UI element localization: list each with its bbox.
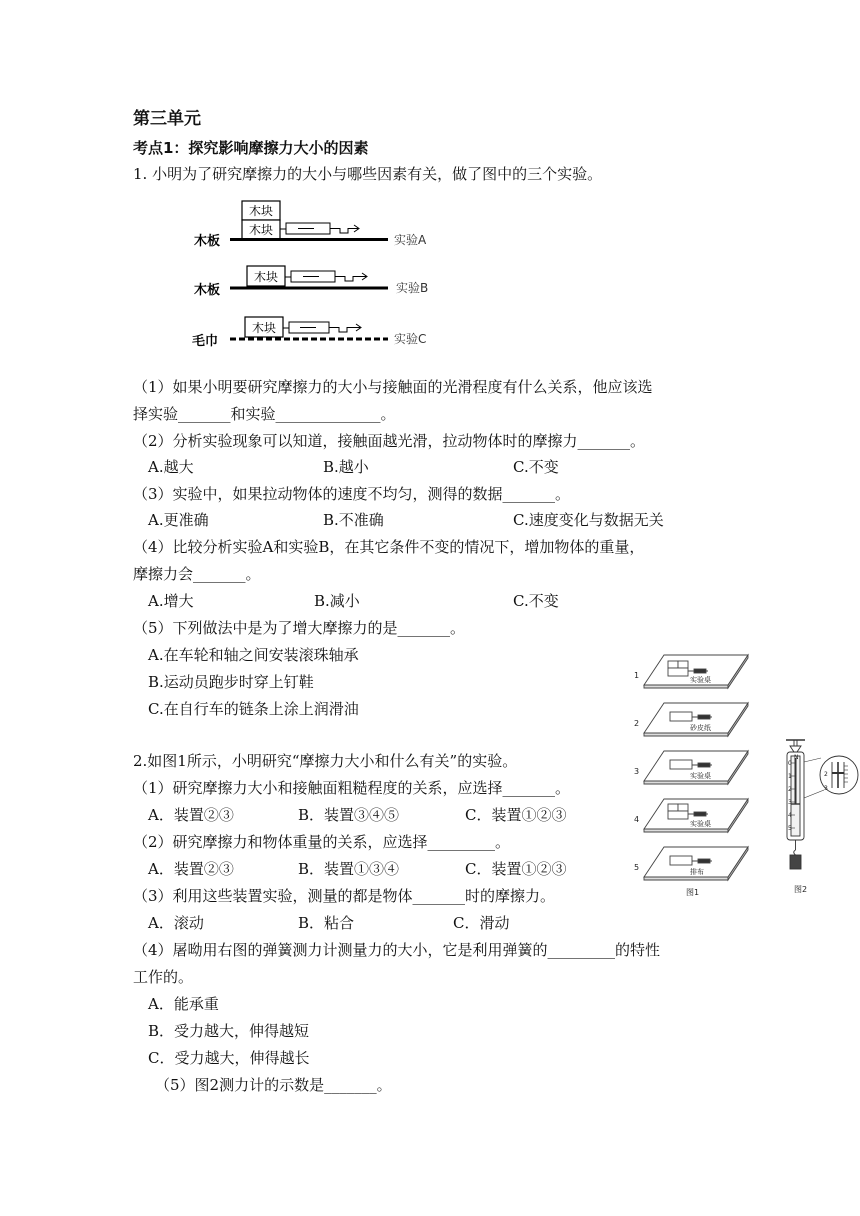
q2-part2-option-a: A．装置②③ [148,860,234,878]
zoom-mark: 2 [824,771,828,778]
zoom-mark: 3 [824,785,828,792]
setup-number: 4 [634,815,640,824]
scale-mark: 2 [788,786,792,793]
block-label: 木块 [251,321,277,335]
scale-unit: N [794,754,799,761]
setup-number: 5 [634,863,640,872]
scale-mark: 5 [788,825,792,832]
towel-label: 毛巾 [192,334,219,349]
q1-part5: （5）下列做法中是为了增大摩擦力的是_______。 [133,619,466,637]
experiment-c [192,317,426,349]
q2-part2-option-b: B．装置①③④ [298,860,400,878]
q2-part4-line1: （4）屠呦用右图的弹簧测力计测量力的大小，它是利用弹簧的_________的特性 [133,941,661,959]
q2-part4-line2: 工作的。 [133,968,194,986]
q1-part4-option-c: C.不变 [513,592,559,610]
q2-part1: （1）研究摩擦力大小和接触面粗糙程度的关系，应选择_______。 [133,779,571,797]
q1-part3: （3）实验中，如果拉动物体的速度不均匀，测得的数据_______。 [133,485,571,503]
q2-part5: （5）图2测力计的示数是_______。 [155,1076,392,1094]
scale-mark: 0 [788,760,792,767]
q1-part2-option-b: B.越小 [323,458,369,476]
q2-part4-option-b: B．受力越大，伸得越短 [148,1022,310,1040]
figure-2-caption: 图2 [794,885,808,894]
board-label: 木板 [194,234,221,249]
q2-part1-option-b: B．装置③④⑤ [298,806,400,824]
experiment-b-label: 实验B [396,281,429,295]
topic-heading: 考点1：探究影响摩擦力大小的因素 [133,139,369,157]
experiment-a [194,201,427,249]
q1-part5-option-b: B.运动员跑步时穿上钉鞋 [148,673,314,691]
q1-part2-option-a: A.越大 [148,458,194,476]
surface-label: 砂皮纸 [690,724,711,732]
surface-label: 实验桌 [690,772,711,780]
block-label: 木块 [253,270,279,284]
scale-mark: 3 [788,799,792,806]
q1-part2: （2）分析实验现象可以知道，接触面越光滑，拉动物体时的摩擦力_______。 [133,432,646,450]
q1-stem: 1. 小明为了研究摩擦力的大小与哪些因素有关，做了图中的三个实验。 [133,165,603,183]
q2-part1-option-c: C．装置①②③ [465,806,567,824]
figure-2-spring-scale [770,738,860,898]
q1-part5-option-c: C.在自行车的链条上涂上润滑油 [148,700,359,718]
q1-part4-option-b: B.减小 [314,592,360,610]
block-label: 木块 [248,204,274,218]
q1-part3-option-c: C.速度变化与数据无关 [513,511,664,529]
q2-part3: （3）利用这些装置实验，测量的都是物体_______时的摩擦力。 [133,887,556,905]
experiment-b [194,266,428,298]
q2-part3-option-b: B．粘合 [298,914,355,932]
q1-part4-line1: （4）比较分析实验A和实验B，在其它条件不变的情况下，增加物体的重量， [133,538,645,556]
experiment-a-label: 实验A [394,233,427,247]
q1-part4-option-a: A.增大 [148,592,194,610]
q2-part4-option-c: C．受力越大，伸得越长 [148,1049,310,1067]
q1-part4-line2: 摩擦力会_______。 [133,565,261,583]
q1-part2-option-c: C.不变 [513,458,559,476]
q1-experiment-figure [190,193,450,353]
scale-mark: 4 [788,812,792,819]
scale-mark: 1 [788,773,792,780]
q1-part3-option-b: B.不准确 [323,511,384,529]
q1-part1-line1: （1）如果小明要研究摩擦力的大小与接触面的光滑程度有什么关系，他应该选 [133,378,653,396]
q1-part1-line2: 择实验_______和实验______________。 [133,405,396,423]
board-label: 木板 [194,283,221,298]
q2-stem: 2.如图1所示，小明研究“摩擦力大小和什么有关”的实验。 [133,752,518,770]
block-label: 木块 [248,223,274,237]
q2-part4-option-a: A．能承重 [148,995,219,1013]
q2-part2: （2）研究摩擦力和物体重量的关系，应选择_________。 [133,833,511,851]
q2-part3-option-c: C．滑动 [453,914,510,932]
q1-part5-option-a: A.在车轮和轴之间安装滚珠轴承 [148,646,359,664]
q1-part3-option-a: A.更准确 [148,511,209,529]
surface-label: 排布 [690,868,704,876]
setup-number: 1 [634,671,640,680]
setup-number: 2 [634,719,640,728]
unit-title: 第三单元 [133,109,201,129]
surface-label: 实验桌 [690,820,711,828]
q2-part1-option-a: A．装置②③ [148,806,234,824]
surface-label: 实验桌 [690,676,711,684]
q2-part3-option-a: A．滚动 [148,914,204,932]
experiment-c-label: 实验C [394,332,427,346]
figure-1-setups [628,645,756,900]
q2-part2-option-c: C．装置①②③ [465,860,567,878]
figure-1-caption: 图1 [686,888,700,897]
setup-number: 3 [634,767,640,776]
